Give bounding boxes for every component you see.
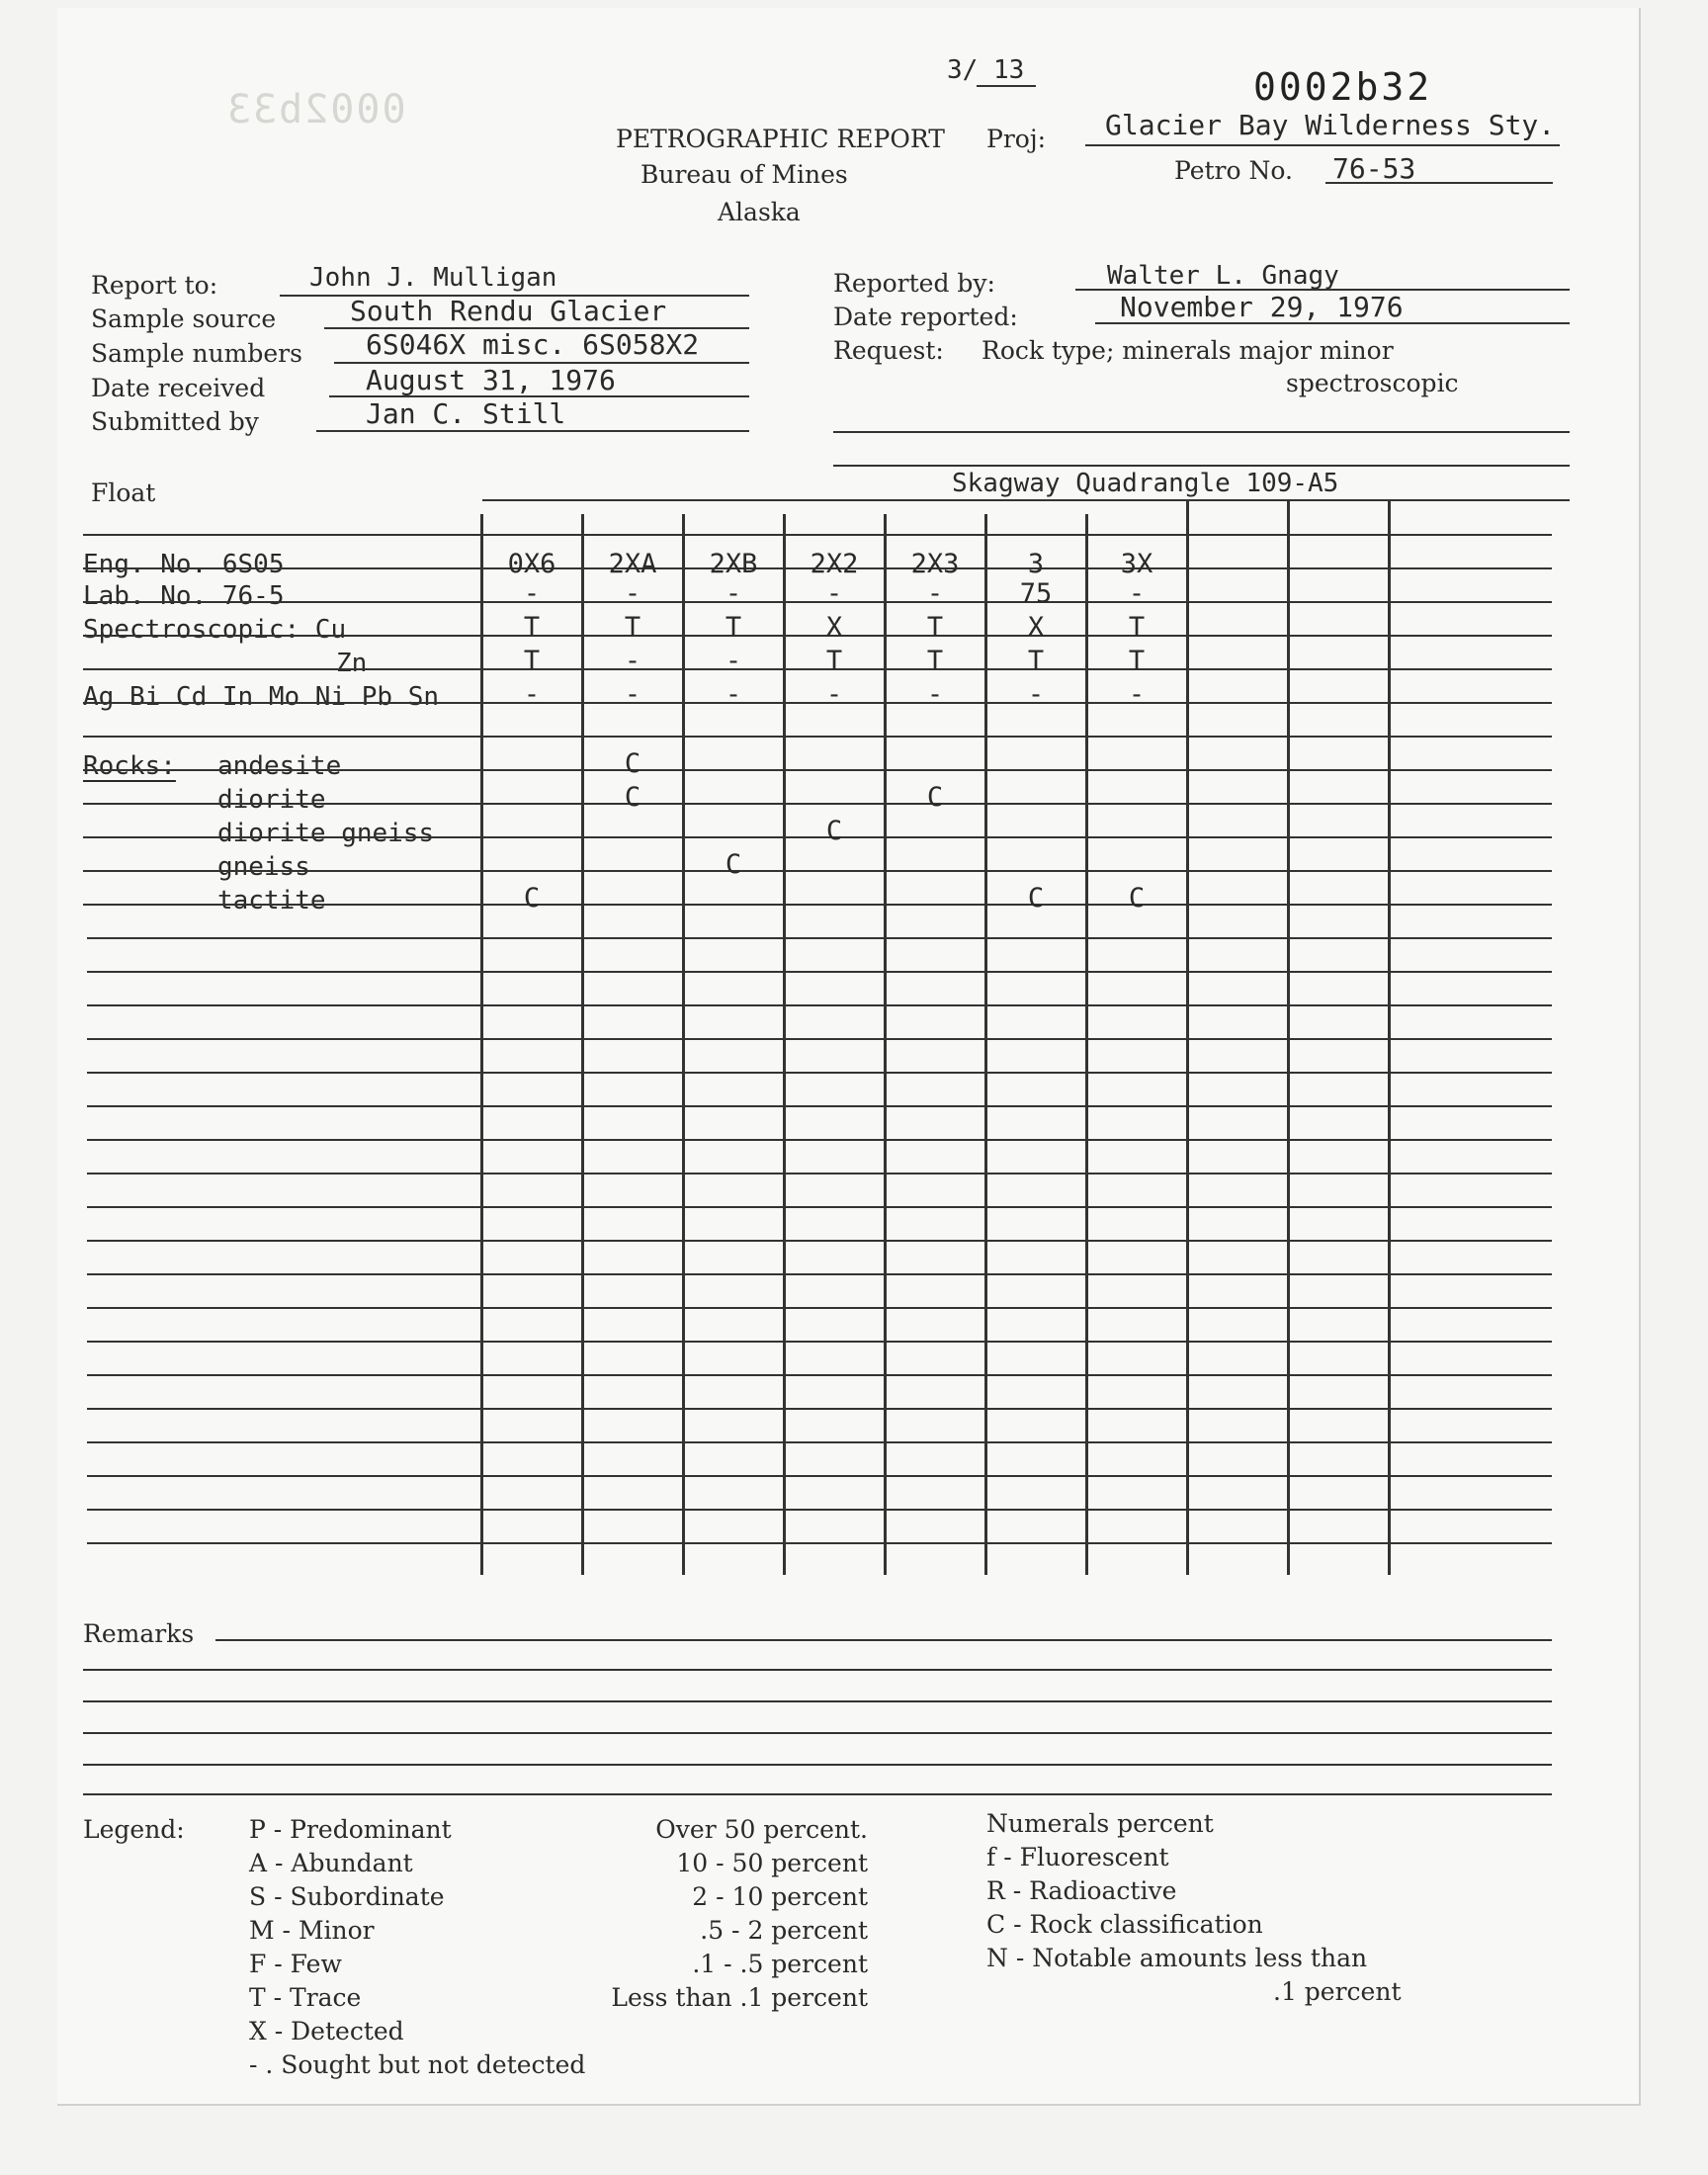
cell-cu: X: [825, 612, 843, 643]
report-to-label: Report to:: [91, 271, 218, 300]
cell-lab-no: 75: [1019, 578, 1053, 609]
cell-zn: T: [1027, 646, 1045, 676]
legend-entry: f - Fluorescent: [986, 1843, 1169, 1871]
legend-entry: R - Radioactive: [986, 1876, 1177, 1905]
region-name: Alaska: [718, 198, 801, 226]
submitted-by-label: Submitted by: [91, 407, 259, 436]
legend-entry: Over 50 percent.: [655, 1815, 868, 1844]
row-label-zn: Zn: [336, 649, 368, 678]
remarks-line: [215, 1639, 1552, 1641]
cell-diorite: C: [926, 782, 944, 813]
cell-eng-no: 2X3: [910, 549, 960, 579]
reported-by-value: Walter L. Gnagy: [1107, 261, 1339, 291]
cell-cu: T: [725, 612, 742, 643]
document-number-stamp: 0002b32: [1253, 65, 1433, 109]
cell-eng-no: 2XB: [709, 549, 758, 579]
cell-cu: T: [624, 612, 641, 643]
cell-tactite: C: [1128, 883, 1146, 914]
legend-entry: .5 - 2 percent: [700, 1916, 868, 1945]
legend-entry: .1 percent: [1273, 1977, 1402, 2006]
legend-entry: N - Notable amounts less than: [986, 1944, 1368, 1972]
cell-lab-no: -: [523, 578, 541, 609]
cell-elements: -: [825, 679, 843, 710]
cell-tactite: C: [523, 883, 541, 914]
table-row-line: [87, 1542, 1552, 1544]
submitted-by-underline: [316, 430, 749, 432]
request-line-2: spectroscopic: [1286, 369, 1459, 397]
sample-numbers-label: Sample numbers: [91, 339, 302, 368]
cell-cu: T: [926, 612, 944, 643]
legend-entry: 2 - 10 percent: [692, 1882, 868, 1911]
cell-cu: X: [1027, 612, 1045, 643]
request-label: Request:: [833, 336, 944, 365]
date-reported-label: Date reported:: [833, 303, 1018, 331]
remarks-line: [83, 1669, 1552, 1671]
cell-elements: -: [1027, 679, 1045, 710]
cell-zn: T: [523, 646, 541, 676]
remarks-label: Remarks: [83, 1619, 195, 1648]
legend-entry: C - Rock classification: [986, 1910, 1263, 1939]
cell-eng-no: 3X: [1120, 549, 1153, 579]
table-row-line: [83, 803, 1552, 805]
float-label: Float: [91, 478, 156, 507]
cell-zn: T: [1128, 646, 1146, 676]
report-sheet: [57, 8, 1641, 2106]
proj-value: Glacier Bay Wilderness Sty.: [1105, 109, 1556, 141]
table-row-line: [87, 1206, 1552, 1208]
date-received-value: August 31, 1976: [366, 364, 616, 396]
legend-entry: F - Few: [249, 1950, 342, 1978]
reported-by-label: Reported by:: [833, 269, 995, 298]
table-row-line: [87, 1341, 1552, 1343]
cell-elements: -: [1128, 679, 1146, 710]
row-label-gneiss: gneiss: [217, 852, 310, 882]
table-row-line: [87, 1475, 1552, 1477]
cell-cu: T: [523, 612, 541, 643]
table-row-line: [87, 1105, 1552, 1107]
table-row-line: [83, 736, 1552, 738]
date-reported-value: November 29, 1976: [1120, 291, 1404, 323]
table-row-line: [87, 1374, 1552, 1376]
request-line-1: Rock type; minerals major minor: [982, 336, 1394, 365]
sample-source-value: South Rendu Glacier: [350, 295, 667, 327]
page-number-underline: [977, 85, 1036, 87]
table-row-line: [87, 1139, 1552, 1141]
cell-eng-no: 0X6: [507, 549, 556, 579]
row-label-diorite-gneiss: diorite gneiss: [217, 819, 435, 848]
cell-diorite: C: [624, 782, 641, 813]
legend-entry: Less than .1 percent: [611, 1983, 868, 2012]
date-received-label: Date received: [91, 374, 266, 402]
cell-lab-no: -: [1128, 578, 1146, 609]
petro-label: Petro No.: [1174, 156, 1293, 185]
row-label-spectroscopic-cu: Spectroscopic: Cu: [83, 615, 347, 645]
bleed-through-number: 0002b33: [225, 87, 406, 132]
request-blank-line-1: [833, 431, 1570, 433]
proj-underline: [1085, 144, 1560, 146]
cell-elements: -: [926, 679, 944, 710]
table-row-line: [87, 1408, 1552, 1410]
proj-label: Proj:: [986, 125, 1046, 153]
row-label-diorite: diorite: [217, 785, 326, 815]
cell-diorite-gneiss: C: [825, 816, 843, 846]
cell-elements: -: [624, 679, 641, 710]
table-row-line: [87, 1240, 1552, 1242]
remarks-line: [83, 1793, 1552, 1795]
cell-gneiss: C: [725, 849, 742, 880]
table-row-line: [83, 904, 1552, 906]
table-row-line: [87, 1441, 1552, 1443]
row-label-eng-no: Eng. No. 6S05: [83, 550, 285, 579]
submitted-by-value: Jan C. Still: [366, 397, 566, 430]
table-row-line: [87, 1509, 1552, 1511]
remarks-line: [83, 1700, 1552, 1702]
cell-tactite: C: [1027, 883, 1045, 914]
row-label-elements: Ag Bi Cd In Mo Ni Pb Sn: [83, 682, 440, 712]
table-row-line: [83, 534, 1552, 536]
cell-cu: T: [1128, 612, 1146, 643]
cell-zn: T: [926, 646, 944, 676]
cell-lab-no: -: [825, 578, 843, 609]
cell-zn: -: [725, 646, 742, 676]
report-to-value: John J. Mulligan: [309, 263, 557, 293]
table-row-line: [87, 937, 1552, 939]
quadrangle: Skagway Quadrangle 109-A5: [952, 469, 1339, 498]
remarks-line: [83, 1732, 1552, 1734]
cell-zn: -: [624, 646, 641, 676]
table-row-line: [83, 870, 1552, 872]
legend-entry: - . Sought but not detected: [249, 2050, 586, 2079]
legend-entry: S - Subordinate: [249, 1882, 445, 1911]
agency-name: Bureau of Mines: [640, 160, 848, 189]
table-row-line: [83, 769, 1552, 771]
table-row-line: [87, 1072, 1552, 1074]
legend-entry: P - Predominant: [249, 1815, 452, 1844]
table-row-line: [87, 1004, 1552, 1006]
row-label-tactite: tactite: [217, 886, 326, 915]
cell-lab-no: -: [725, 578, 742, 609]
table-row-line: [87, 1038, 1552, 1040]
legend-label: Legend:: [83, 1815, 185, 1844]
cell-eng-no: 2XA: [608, 549, 657, 579]
petro-underline: [1325, 182, 1553, 184]
table-row-line: [87, 971, 1552, 973]
legend-entry: .1 - .5 percent: [692, 1950, 868, 1978]
legend-entry: A - Abundant: [249, 1849, 413, 1877]
petro-value: 76-53: [1332, 152, 1416, 185]
row-label-lab-no: Lab. No. 76-5: [83, 581, 285, 611]
request-blank-line-2: [833, 465, 1570, 467]
legend-entry: 10 - 50 percent: [676, 1849, 868, 1877]
table-row-line: [87, 1173, 1552, 1174]
table-row-line: [87, 1273, 1552, 1275]
remarks-line: [83, 1764, 1552, 1766]
cell-eng-no: 2X2: [810, 549, 859, 579]
legend-entry: X - Detected: [249, 2017, 404, 2045]
cell-elements: -: [725, 679, 742, 710]
legend-entry: T - Trace: [249, 1983, 362, 2012]
date-reported-underline: [1095, 322, 1570, 324]
legend-entry: M - Minor: [249, 1916, 375, 1945]
cell-eng-no: 3: [1027, 549, 1045, 579]
row-label-rocks: Rocks:: [83, 751, 176, 781]
cell-lab-no: -: [624, 578, 641, 609]
sample-numbers-value: 6S046X misc. 6S058X2: [366, 328, 700, 361]
table-row-line: [87, 1307, 1552, 1309]
row-label-andesite: andesite: [217, 751, 342, 781]
cell-zn: T: [825, 646, 843, 676]
page-number: 3/ 13: [947, 55, 1025, 85]
legend-entry: Numerals percent: [986, 1809, 1214, 1838]
cell-andesite: C: [624, 748, 641, 779]
table-top-line: [482, 499, 1570, 501]
report-title: PETROGRAPHIC REPORT: [616, 125, 945, 153]
sample-source-label: Sample source: [91, 304, 277, 333]
cell-elements: -: [523, 679, 541, 710]
cell-lab-no: -: [926, 578, 944, 609]
